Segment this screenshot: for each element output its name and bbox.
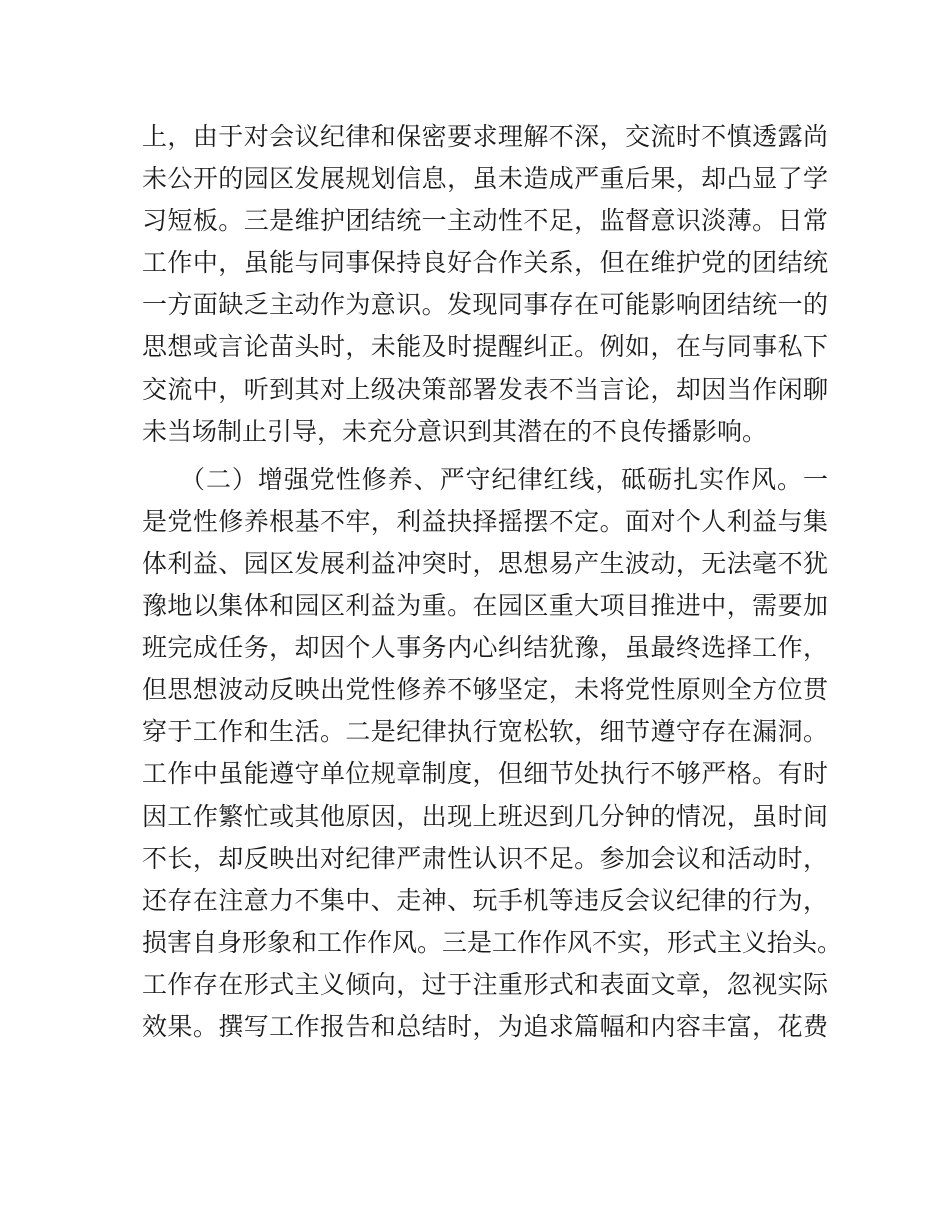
- text-line: 是党性修养根基不牢，利益抉择摇摆不定。面对个人利益与集: [142, 506, 828, 536]
- text-line: 因工作繁忙或其他原因，出现上班迟到几分钟的情况，虽时间: [142, 801, 828, 831]
- text-line: 工作中，虽能与同事保持良好合作关系，但在维护党的团结统: [142, 248, 828, 278]
- text-line: 工作存在形式主义倾向，过于注重形式和表面文章，忽视实际: [142, 969, 828, 999]
- text-line: 还存在注意力不集中、走神、玩手机等违反会议纪律的行为，: [142, 885, 828, 915]
- text-line: 豫地以集体和园区利益为重。在园区重大项目推进中，需要加: [142, 591, 828, 621]
- text-line: 不长，却反映出对纪律严肃性认识不足。参加会议和活动时，: [142, 843, 828, 873]
- paragraph-2: [142, 459, 843, 1048]
- text-line: 体利益、园区发展利益冲突时，思想易产生波动，无法毫不犹: [142, 548, 828, 578]
- text-line: 未当场制止引导，未充分意识到其潜在的不良传播影响。: [142, 416, 768, 446]
- paragraph-1: [142, 116, 828, 453]
- text-line: 工作中虽能遵守单位规章制度，但细节处执行不够严格。有时: [142, 759, 828, 789]
- text-line: 交流中，听到其对上级决策部署发表不当言论，却因当作闲聊: [142, 374, 828, 404]
- text-line: 一方面缺乏主动作为意识。发现同事存在可能影响团结统一的: [142, 290, 828, 320]
- text-line: 效果。撰写工作报告和总结时，为追求篇幅和内容丰富，花费: [142, 1011, 828, 1041]
- text-line: 损害自身形象和工作作风。三是工作作风不实，形式主义抬头。: [142, 927, 843, 957]
- text-line: 班完成任务，却因个人事务内心纠结犹豫，虽最终选择工作，: [142, 633, 828, 663]
- text-line: 上，由于对会议纪律和保密要求理解不深，交流时不慎透露尚: [142, 122, 828, 151]
- text-line: 但思想波动反映出党性修养不够坚定，未将党性原则全方位贯: [142, 675, 828, 705]
- text-line: （二）增强党性修养、严守纪律红线，砥砺扎实作风。一: [180, 464, 828, 494]
- text-line: 习短板。三是维护团结统一主动性不足，监督意识淡薄。日常: [142, 206, 828, 236]
- text-line: 未公开的园区发展规划信息，虽未造成严重后果，却凸显了学: [142, 164, 828, 194]
- document-body: [142, 116, 843, 1048]
- text-line: 思想或言论苗头时，未能及时提醒纠正。例如，在与同事私下: [142, 332, 828, 362]
- text-line: 穿于工作和生活。二是纪律执行宽松软，细节遵守存在漏洞。: [142, 717, 828, 747]
